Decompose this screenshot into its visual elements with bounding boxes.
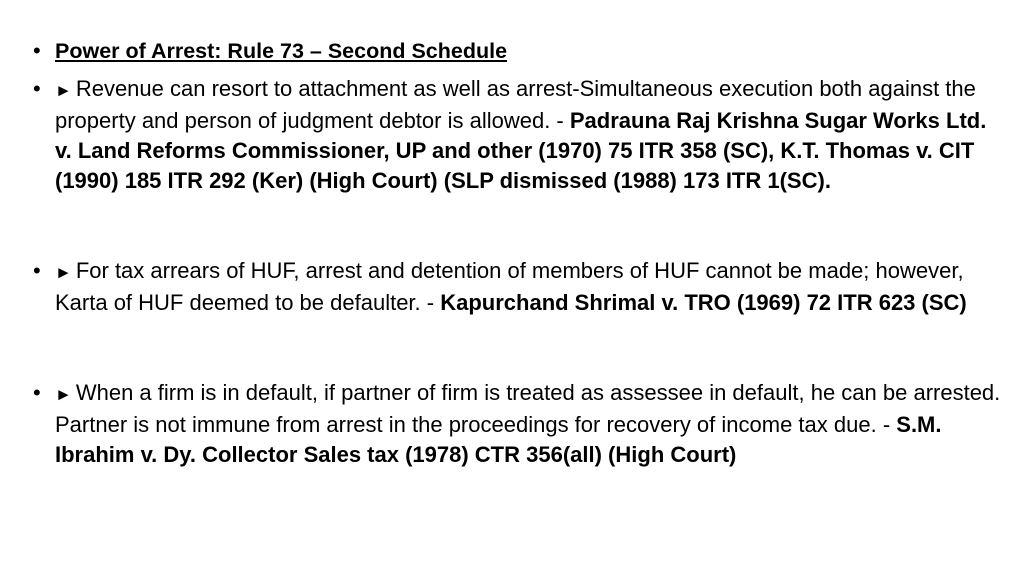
bullet-list — [33, 36, 1008, 470]
case-citation: S.M. Ibrahim v. Dy. Collector Sales tax (1978) CTR 356(all) (High Court) — [55, 412, 942, 467]
case-citation: Padrauna Raj Krishna Sugar Works Ltd. v. Land Reforms Commissioner, UP and other (1970) 75 ITR 358 (SC), K.T. Thomas v. CIT (1990) 185 ITR 292 (Ker) (High Court) (SLP dismissed (1988) 173 ITR 1(SC). — [55, 108, 987, 193]
slide-heading: Power of Arrest: Rule 73 – Second Schedule — [55, 39, 508, 63]
bullet-point-2 — [33, 256, 1008, 318]
point-text: When a firm is in default, if partner of firm is treated as assessee in default, he can be arrested. Partner is not immune from arrest in the proceedings for recovery of income tax due. - — [55, 380, 1001, 437]
bullet-dot: • — [33, 380, 41, 405]
bullet-dot: • — [33, 76, 41, 101]
arrow-icon: ► — [55, 263, 72, 282]
case-citation: Kapurchand Shrimal v. TRO (1969) 72 ITR 623 (SC) — [440, 290, 967, 315]
arrow-icon: ► — [55, 81, 72, 100]
point-text: Revenue can resort to attachment as well as arrest-Simultaneous execution both against the property and person of judgment debtor is allowed. - — [55, 76, 976, 133]
point-text: For tax arrears of HUF, arrest and detention of members of HUF cannot be made; however, Karta of HUF deemed to be defaulter. - — [55, 258, 964, 315]
bullet-point-3 — [33, 378, 1008, 470]
arrow-icon: ► — [55, 385, 72, 404]
bullet-dot: • — [33, 258, 41, 283]
bullet-point-1 — [33, 74, 1008, 196]
bullet-dot: • — [33, 38, 41, 63]
bullet-heading — [33, 36, 1008, 66]
